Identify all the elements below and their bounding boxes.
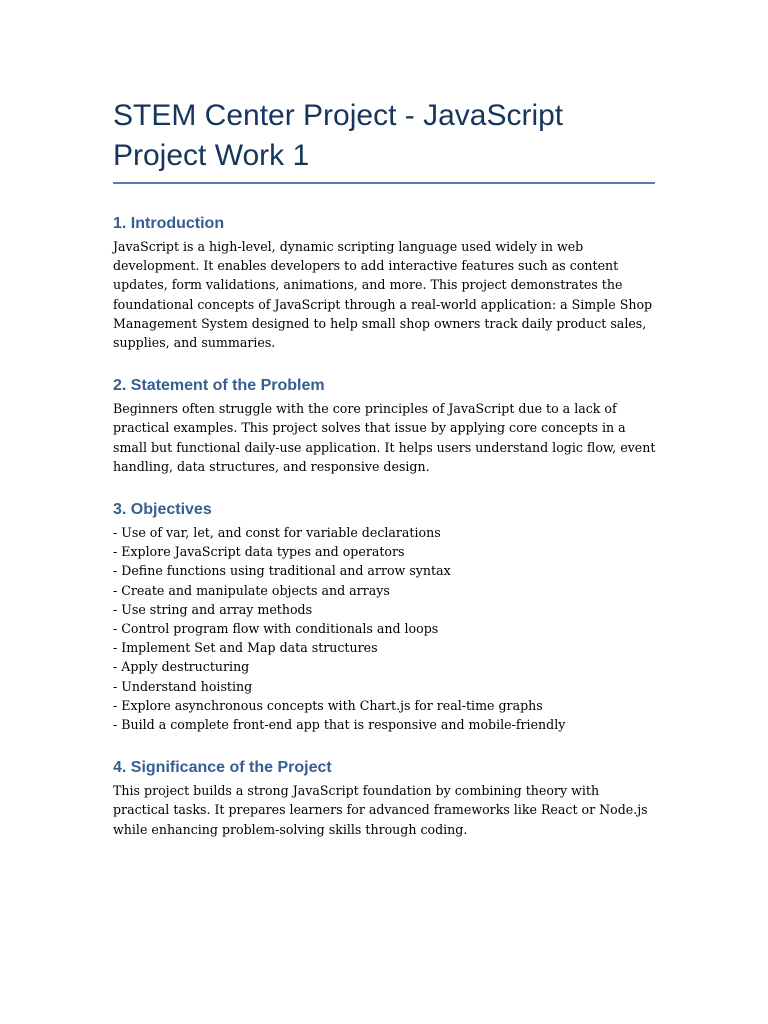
section-heading: 1. Introduction xyxy=(113,215,225,232)
list-item: - Use string and array methods xyxy=(113,601,313,617)
list-item: - Understand hoisting xyxy=(113,678,253,694)
section-paragraph: Beginners often struggle with the core principles of JavaScript due to a lack of practical examples. This project solves that issue by applying core concepts in a small but functional daily-use application. It helps users understand logic flow, event handling, data structures, and responsive design. xyxy=(113,401,656,474)
list-item: - Explore JavaScript data types and operators xyxy=(113,544,405,560)
section-introduction xyxy=(113,214,658,352)
section-heading: 2. Statement of the Problem xyxy=(113,377,325,395)
section-objectives xyxy=(113,500,658,734)
title-divider xyxy=(113,182,655,184)
list-item: - Use of var, let, and const for variable declarations xyxy=(113,525,441,541)
section-heading: 4. Significance of the Project xyxy=(113,759,332,777)
list-item: - Control program flow with conditionals and loops xyxy=(113,621,439,637)
list-item: - Apply destructuring xyxy=(113,659,250,675)
list-item: - Implement Set and Map data structures xyxy=(113,640,378,656)
objectives-list xyxy=(113,523,658,734)
document-page xyxy=(113,96,658,863)
list-item: - Explore asynchronous concepts with Chart.js for real-time graphs xyxy=(113,697,543,713)
section-heading: 3. Objectives xyxy=(113,501,212,519)
list-item: - Define functions using traditional and arrow syntax xyxy=(113,563,451,579)
section-statement-of-problem xyxy=(113,376,658,476)
section-paragraph: This project builds a strong JavaScript foundation by combining theory with practical tasks. It prepares learners for advanced frameworks like React or Node.js while enhancing problem-solving skills through coding. xyxy=(113,783,648,837)
section-significance xyxy=(113,758,658,839)
list-item: - Create and manipulate objects and arrays xyxy=(113,582,390,598)
document-title: STEM Center Project - JavaScript Project Work 1 xyxy=(113,99,564,172)
list-item: - Build a complete front-end app that is responsive and mobile-friendly xyxy=(113,717,566,733)
section-paragraph: JavaScript is a high-level, dynamic scripting language used widely in web development. It enables developers to add interactive features such as content updates, form validations, animations, and more. This project demonstrates the foundational concepts of JavaScript through a real-world application: a Simple Shop Management System designed to help small shop owners track daily product sales, supplies, and summaries. xyxy=(113,239,653,351)
